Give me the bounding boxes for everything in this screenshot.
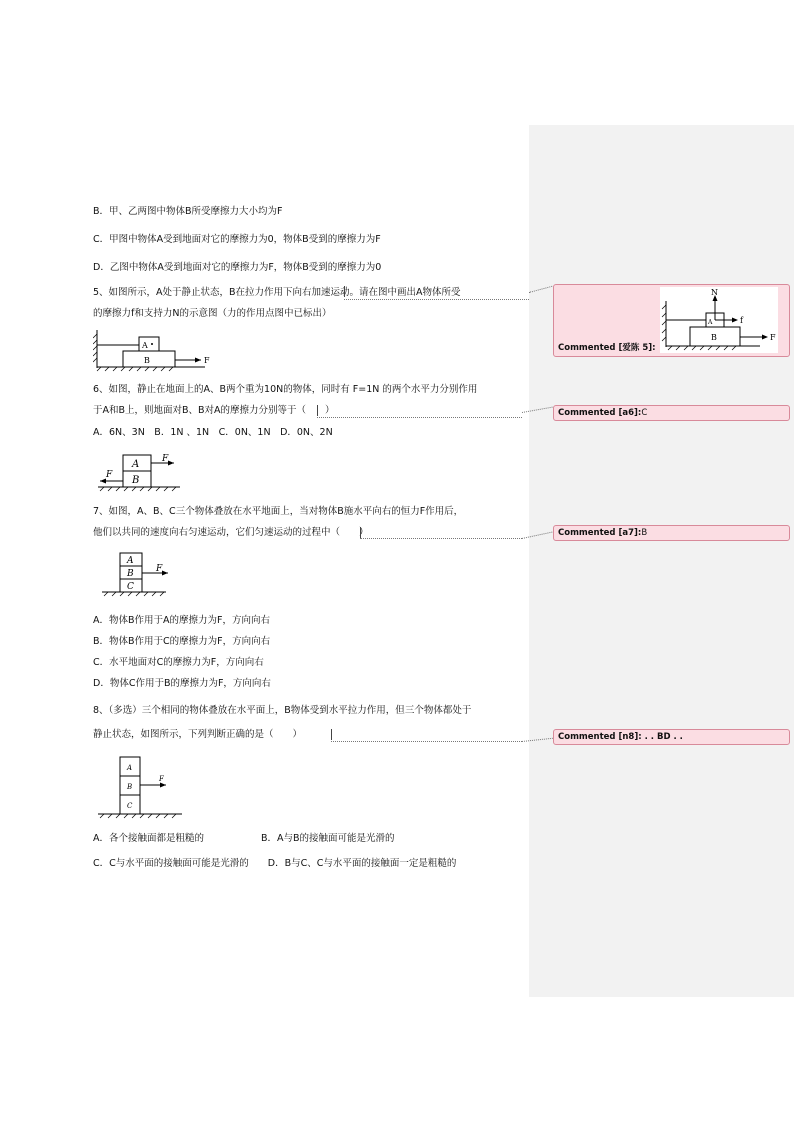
q5-line-1: 5、如图所示，A处于静止状态，B在拉力作用下向右加速运动。请在图中画出A物体所受 [93,287,461,298]
q6-label-f-top: F [162,454,169,464]
connector-a6 [317,417,522,418]
comment-5-figure [660,287,778,353]
comments-pane [529,125,794,997]
q7-label-a: A [127,556,134,566]
comment-a6[interactable] [553,405,790,421]
comment-a6-author: Commented [a6]: [558,408,642,418]
q7-option-b: B．物体B作用于C的摩擦力为F，方向向右 [93,636,271,647]
comment-a7[interactable] [553,525,790,541]
q5-label-f: F [204,356,210,365]
q6-line-2: 于A和B上，则地面对B、B对A的摩擦力分别等于（ ） [93,405,335,416]
q6-figure [96,452,186,494]
comment-n8-author: Commented [n8]: [558,732,642,742]
q7-line-2: 他们以共同的速度向右匀速运动，它们匀速运动的过程中（ ） [93,527,369,538]
comment-a7-text: B [641,528,648,538]
comment-anchor-a7 [360,527,361,538]
comment-anchor-n8 [331,729,332,740]
q7-option-a: A．物体B作用于A的摩擦力为F，方向向右 [93,615,270,626]
q7-option-d: D．物体C作用于B的摩擦力为F，方向向右 [93,678,271,689]
comment-n8[interactable] [553,729,790,745]
option-b-line: B．甲、乙两图中物体B所受摩擦力大小均为F [93,206,283,217]
q6-options: A．6N、3N B．1N 、1N C．0N、1N D．0N、2N [93,427,333,438]
q8-options-cd: C．C与水平面的接触面可能是光滑的 D．B与C、C与水平面的接触面一定是粗糙的 [93,858,457,869]
connector-5 [344,299,529,300]
comment-5[interactable] [553,284,790,357]
q7-figure [100,551,180,603]
q8-label-c: C [127,802,133,810]
q6-label-f-bottom: F [106,470,113,480]
q6-label-a: A [132,459,140,470]
q7-line-1: 7、如图，A、B、C三个物体叠放在水平地面上，当对物体B施水平向右的恒力F作用后， [93,506,464,517]
comment-5-label-a: A [708,319,713,326]
q7-label-f: F [156,564,163,574]
q7-label-c: C [127,582,134,592]
q8-options-ab: A．各个接触面都是粗糙的 B．A与B的接触面可能是光滑的 [93,833,395,844]
q6-line-1: 6、如图，静止在地面上的A、B两个重为10N的物体，同时有 F=1N 的两个水平力分别作用 [93,384,478,395]
q7-option-c: C．水平地面对C的摩擦力为F，方向向右 [93,657,264,668]
comment-a7-author: Commented [a7]: [558,528,642,538]
comment-anchor-a6 [317,405,318,416]
option-d-line: D．乙图中物体A受到地面对它的摩擦力为F，物体B受到的摩擦力为0 [93,262,382,273]
comment-5-label-f-small: f [740,316,743,325]
comment-n8-text: . . BD . . [641,732,683,742]
q8-label-f: F [159,775,164,783]
q5-label-b: B [144,356,150,365]
q6-label-b: B [132,475,140,486]
comment-a6-text: C [641,408,648,418]
comment-anchor-5 [344,286,345,297]
comment-5-label-n: N [711,288,718,297]
q7-label-b: B [127,569,134,579]
q8-label-a: A [127,764,133,772]
connector-n8 [331,741,522,742]
comment-5-label-b: B [711,333,717,342]
q8-label-b: B [127,783,133,791]
q5-line-2: 的摩擦力f和支持力N的示意图（力的作用点图中已标出） [93,308,332,319]
q8-figure [96,755,186,821]
connector-a7 [360,538,522,539]
comment-5-label-f: F [770,333,776,342]
q8-line-2: 静止状态，如图所示，下列判断正确的是（ ） [93,729,303,740]
q5-label-a: A [142,341,148,350]
option-c-line: C．甲图中物体A受到地面对它的摩擦力为0，物体B受到的摩擦力为F [93,234,381,245]
q5-figure [93,328,223,372]
comment-5-author: Commented [爱陈 5]: [558,343,656,353]
q8-line-1: 8、（多选）三个相同的物体叠放在水平面上，B物体受到水平拉力作用，但三个物体都处于 [93,705,472,716]
